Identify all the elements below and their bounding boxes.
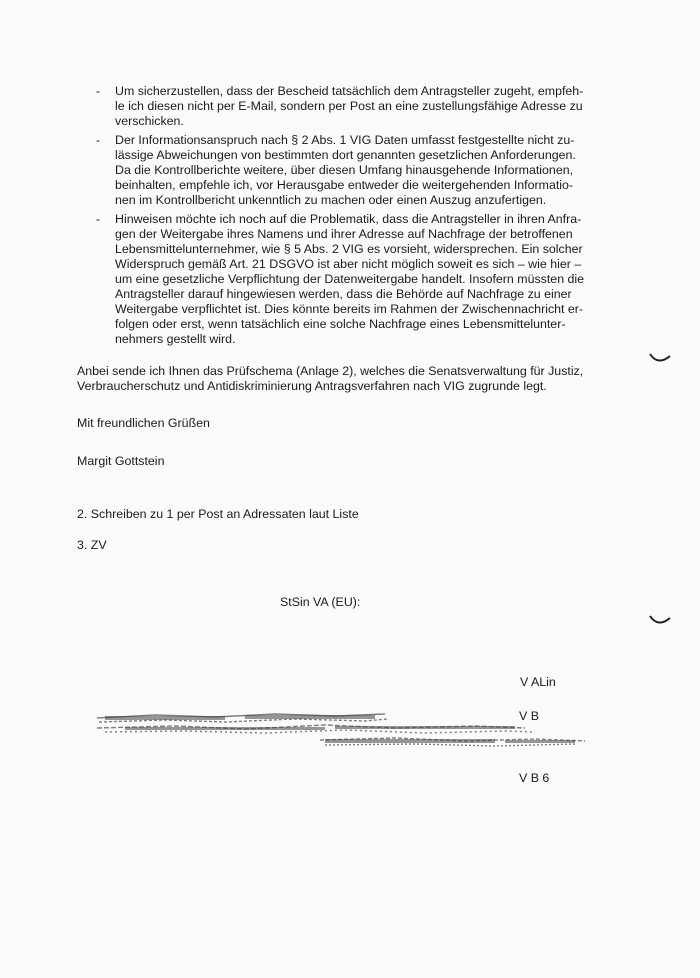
bullet-2-line-3: Da die Kontrollberichte weitere, über diesen Umfang hinausgehende Informationen, xyxy=(115,163,574,177)
greeting: Mit freundlichen Grüßen xyxy=(77,416,210,430)
bullet-1-line-1: Um sicherzustellen, dass der Bescheid tatsächlich dem Antragsteller zugeht, empfeh- xyxy=(115,84,584,98)
bullet-3-line-2: gen der Weitergabe ihres Namens und ihrer Adresse auf Nachfrage der betroffenen xyxy=(115,227,573,241)
attachment-line-2: Verbraucherschutz und Antidiskriminierung Antragsverfahren nach VIG zugrunde legt. xyxy=(77,379,547,393)
bullet-2-line-1: Der Informationsanspruch nach § 2 Abs. 1 VIG Daten umfasst festgestellte nicht zu- xyxy=(115,133,575,147)
routing-v-b6: V B 6 xyxy=(519,771,550,785)
bullet-item-1 xyxy=(96,84,592,129)
routing-v-alin: V ALin xyxy=(520,675,556,689)
step-3: 3. ZV xyxy=(77,538,107,552)
bullet-2-line-4: beinhalten, empfehle ich, vor Herausgabe entweder die weitergehenden Informatio- xyxy=(115,178,574,192)
bullet-1-line-2: le ich diesen nicht per E-Mail, sondern per Post an eine zustellungsfähige Adresse zu xyxy=(115,99,583,113)
redaction-scribble xyxy=(95,706,590,754)
stsin-routing: StSin VA (EU): xyxy=(280,595,361,609)
bullet-3-line-1: Hinweisen möchte ich noch auf die Problematik, dass die Antragsteller in ihren Anfra- xyxy=(115,212,582,226)
routing-v-b: V B xyxy=(519,709,539,723)
attachment-line-1: Anbei sende ich Ihnen das Prüfschema (Anlage 2), welches die Senatsverwaltung für Justiz, xyxy=(77,364,584,378)
bullet-3-line-6: Antragsteller darauf hingewiesen werden, dass die Behörde auf Nachfrage zu einer xyxy=(115,287,572,301)
bullet-item-2 xyxy=(96,133,592,208)
bullet-2-line-5: nen im Kontrollbericht unkenntlich zu machen oder einen Auszug anzufertigen. xyxy=(115,193,547,207)
bullet-list xyxy=(96,84,592,351)
bullet-marker: - xyxy=(96,133,101,147)
step-2: 2. Schreiben zu 1 per Post an Adressaten laut Liste xyxy=(77,507,359,521)
bullet-3-line-7: Weitergabe verpflichtet ist. Dies könnte bereits im Rahmen der Zwischennachricht er- xyxy=(115,302,584,316)
bullet-3-line-3: Lebensmittelunternehmer, wie § 5 Abs. 2 VIG es vorsieht, widersprechen. Ein solcher xyxy=(115,242,583,256)
bullet-3-line-4: Widerspruch gemäß Art. 21 DSGVO ist aber nicht möglich soweit es sich – wie hier – xyxy=(115,257,582,271)
bullet-item-3 xyxy=(96,212,592,347)
bullet-marker: - xyxy=(96,84,101,98)
margin-tick-mark-upper xyxy=(648,350,672,368)
attachment-paragraph xyxy=(77,364,593,394)
bullet-3-line-5: um eine gesetzliche Verpflichtung der Datenweitergabe handelt. Insofern müssten die xyxy=(115,272,585,286)
bullet-1-line-3: verschicken. xyxy=(115,114,184,128)
bullet-3-line-8: folgen oder erst, wenn tatsächlich eine solche Nachfrage eines Lebensmittelunter- xyxy=(115,317,566,331)
signature-name: Margit Gottstein xyxy=(77,454,165,468)
bullet-3-line-9: nehmers gestellt wird. xyxy=(115,332,236,346)
margin-tick-mark-lower xyxy=(648,612,672,630)
bullet-2-line-2: lässige Abweichungen von bestimmten dort genannten gesetzlichen Anforderungen. xyxy=(115,148,576,162)
bullet-marker: - xyxy=(96,212,101,226)
